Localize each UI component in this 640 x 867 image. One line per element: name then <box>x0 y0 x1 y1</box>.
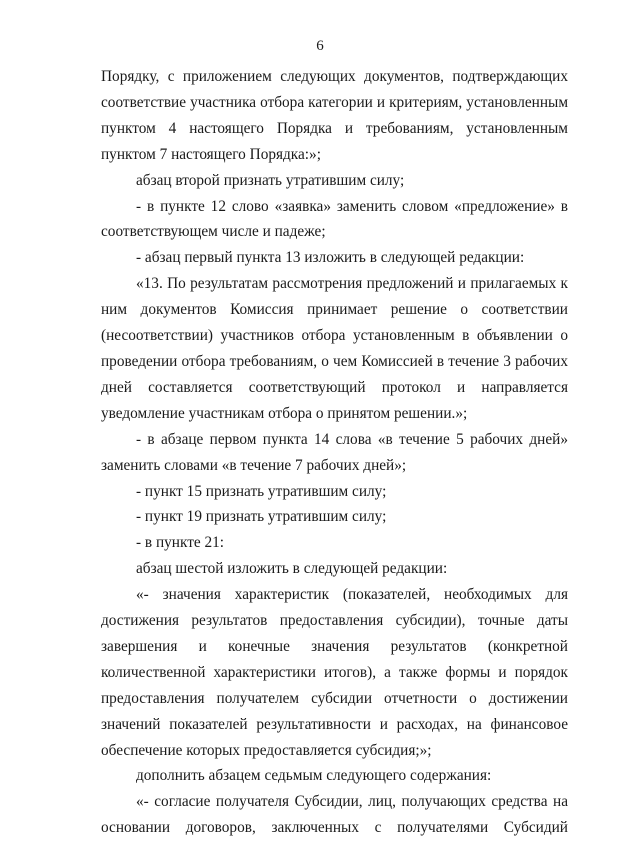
paragraph-punkt-15: - пункт 15 признать утратившим силу; <box>136 482 387 500</box>
document-body <box>101 64 568 841</box>
paragraph-punkt-19: - пункт 19 признать утратившим силу; <box>136 508 387 526</box>
paragraph-punkt-14: - в абзаце первом пункта 14 слова «в течение 5 рабочих дней» заменить словами «в течение 7 рабочих дней»; <box>101 430 568 474</box>
paragraph-abzac-vtoroy: абзац второй признать утратившим силу; <box>136 171 405 189</box>
paragraph-abzac-sedmoy-text: «- согласие получателя Субсидии, лиц, получающих средства на основании договоров, заключенных с получателями Субсидий <box>101 793 568 837</box>
paragraph-abzac-shestoy-text: «- значения характеристик (показателей, необходимых для достижения результатов предоставления субсидии), точные даты завершения и конечные значения результатов (конкретной количественной характеристики итогов), а также формы и порядок предоставления получателем субсидии отчетности о достижении значений показателей результативности и расходах, на финансовое обеспечение которых предоставляется субсидия;»; <box>101 586 568 759</box>
page-number: 6 <box>316 38 324 54</box>
paragraph-punkt-13-intro: - абзац первый пункта 13 изложить в следующей редакции: <box>136 249 525 267</box>
paragraph-abzac-shestoy-intro: абзац шестой изложить в следующей редакции: <box>136 560 448 578</box>
paragraph-abzac-sedmoy-intro: дополнить абзацем седьмым следующего содержания: <box>136 767 492 785</box>
paragraph-continuation: Порядку, с приложением следующих документов, подтверждающих соответствие участника отбора категории и критериям, установленным пунктом 4 настоящего Порядка и требованиям, установленным пунктом 7 настоящего Порядка:»; <box>101 68 568 163</box>
paragraph-punkt-21: - в пункте 21: <box>136 534 225 552</box>
paragraph-punkt-13-text: «13. По результатам рассмотрения предложений и прилагаемых к ним документов Комиссия принимает решение о соответствии (несоответствии) участников отбора установленным в объявлении о проведении отбора требованиям, о чем Комиссией в течение 3 рабочих дней составляется соответствующий протокол и направляется уведомление участникам отбора о принятом решении.»; <box>101 275 568 422</box>
paragraph-punkt-12: - в пункте 12 слово «заявка» заменить словом «предложение» в соответствующем числе и падеже; <box>101 197 568 241</box>
